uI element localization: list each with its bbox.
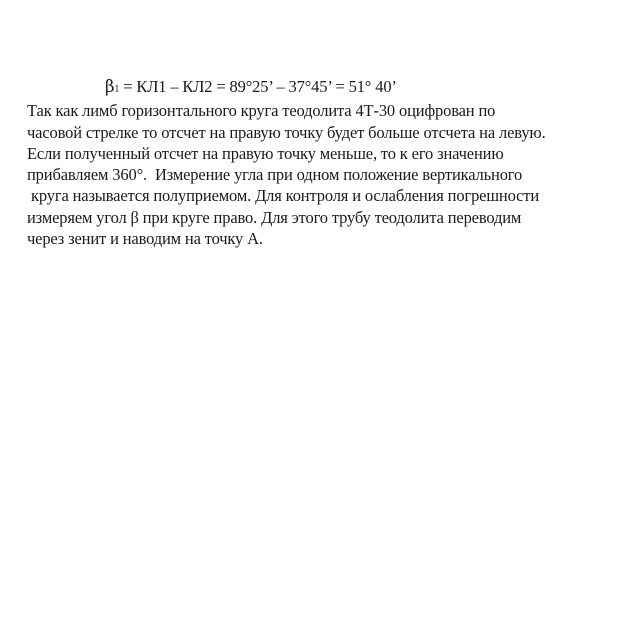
paragraph-line: через зенит и наводим на точку А. <box>27 229 263 249</box>
text-body <box>27 76 617 249</box>
paragraph-line: измеряем угол β при круге право. Для этого трубу теодолита переводим <box>27 207 522 227</box>
formula-expression: = КЛ1 – КЛ2 = 89°25’ – 37°45’ = 51° 40’ <box>119 77 397 96</box>
beta-symbol: β <box>105 77 115 96</box>
paragraph-line: Так как лимб горизонтального круга теодолита 4Т-30 оцифрован по <box>27 101 496 121</box>
paragraph-line: часовой стрелке то отсчет на правую точку будет больше отсчета на левую. <box>27 122 546 142</box>
paragraph-line: круга называется полуприемом. Для контроля и ослабления погрешности <box>27 186 540 206</box>
paragraph-line: прибавляем 360°. Измерение угла при одном положение вертикального <box>27 165 523 185</box>
paragraph-line: Если полученный отсчет на правую точку меньше, то к его значению <box>27 143 504 163</box>
formula-line <box>27 76 617 100</box>
beta-subscript: 1 <box>114 84 120 95</box>
